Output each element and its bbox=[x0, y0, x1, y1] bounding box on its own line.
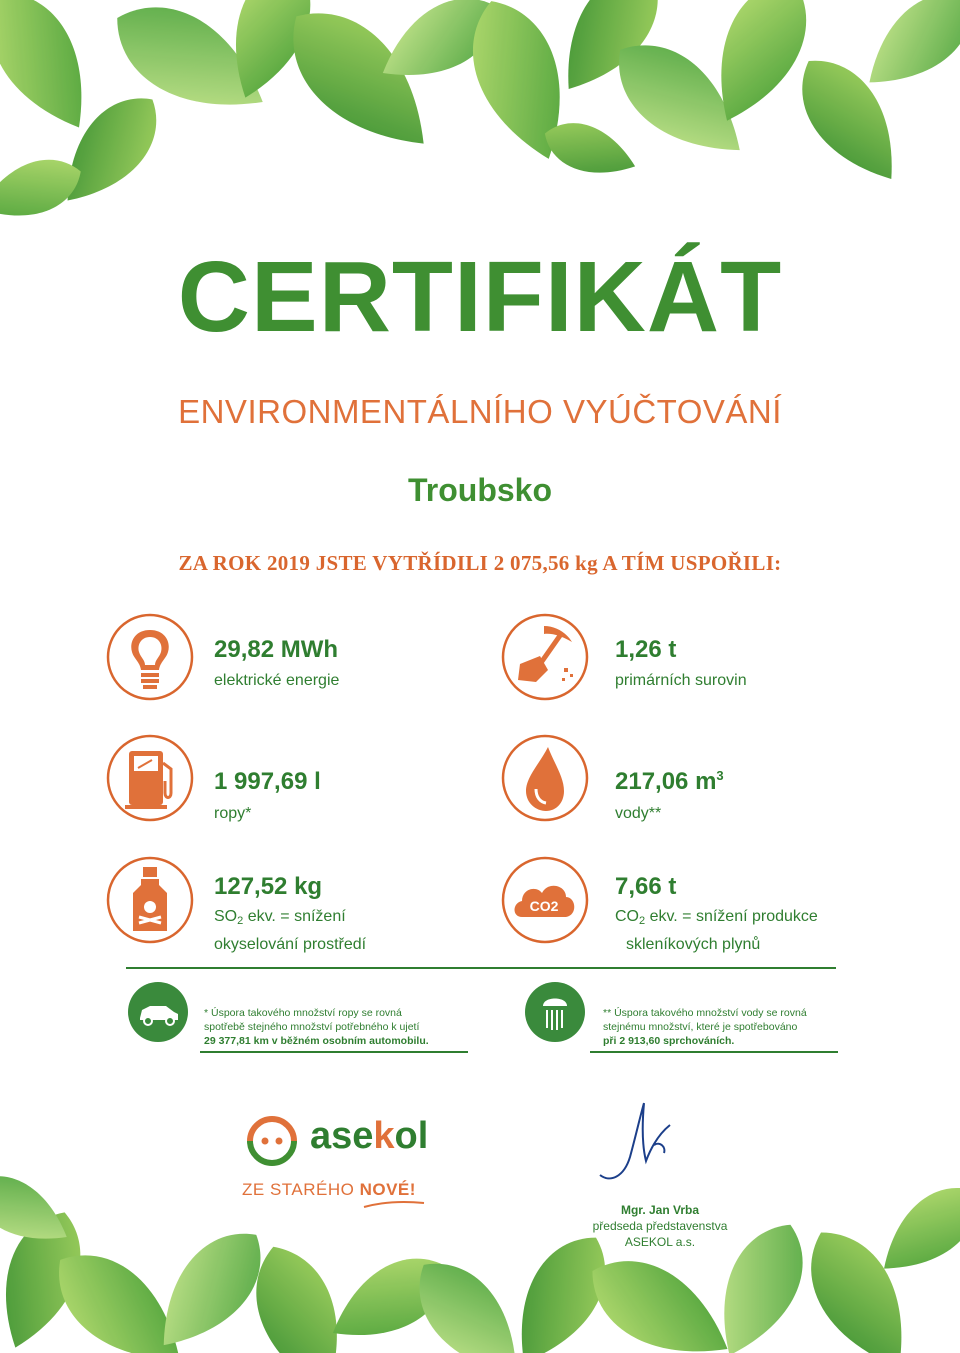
electricity-label: elektrické energie bbox=[214, 672, 340, 689]
car-footnote: * Úspora takového množství ropy se rovná spotřebě stejného množství potřebného k ujetí 29 377,81 km v běžném osobním automobilu. bbox=[204, 1007, 429, 1047]
raw-materials-label: primárních surovin bbox=[615, 672, 747, 689]
divider-left bbox=[200, 1051, 468, 1053]
electricity-value: 29,82 MWh bbox=[214, 636, 339, 663]
divider-right bbox=[590, 1051, 838, 1053]
town-name: Troubsko bbox=[407, 472, 552, 508]
shower-footnote: ** Úspora takového množství vody se rovná stejnému množství, které je spotřebováno při 2 913,60 sprchováních. bbox=[603, 1007, 807, 1047]
so2-label: $SO_2$ ekv. = snížení okyselování prostředí bbox=[214, 908, 367, 953]
so2-value: 127,52 kg bbox=[214, 873, 323, 900]
oil-value: 1 997,69 l bbox=[214, 768, 321, 795]
poison-bottle-icon bbox=[105, 855, 195, 945]
co2-label: $CO_2$ ekv. = snížení produkce skleníkových plynů bbox=[615, 908, 818, 953]
summary-line: ZA ROK 2019 JSTE VYTŘÍDILI 2 075,56 kg A TÍM USPOŘILI: bbox=[178, 551, 782, 575]
svg-text:CO2: CO2 bbox=[529, 898, 559, 914]
certificate-title: CERTIFIKÁT bbox=[177, 241, 783, 353]
car-icon bbox=[128, 982, 188, 1042]
co2-value: 7,66 t bbox=[615, 873, 677, 900]
fuel-pump-icon bbox=[105, 733, 195, 823]
handwritten-signature bbox=[590, 1095, 700, 1195]
asekol-logo-icon bbox=[244, 1113, 300, 1169]
raw-materials-value: 1,26 t bbox=[615, 636, 677, 663]
lightbulb-icon bbox=[105, 612, 195, 702]
signatory-block: Mgr. Jan Vrba předseda představenstva ASEKOL a.s. bbox=[592, 1203, 728, 1249]
co2-cloud-icon bbox=[500, 855, 590, 945]
water-drop-icon bbox=[500, 733, 590, 823]
shower-icon bbox=[525, 982, 585, 1042]
slogan-underline bbox=[362, 1198, 426, 1210]
asekol-logo-text: asekol bbox=[310, 1115, 429, 1157]
pickaxe-icon bbox=[500, 612, 590, 702]
certificate-subtitle: ENVIRONMENTÁLNÍHO VYÚČTOVÁNÍ bbox=[178, 393, 782, 430]
water-label: vody** bbox=[615, 805, 662, 822]
oil-label: ropy* bbox=[214, 805, 252, 822]
water-value: 217,06 $m^3$ bbox=[615, 768, 724, 795]
divider-top bbox=[126, 967, 836, 969]
asekol-slogan: ZE STARÉHO NOVÉ! bbox=[242, 1180, 416, 1199]
